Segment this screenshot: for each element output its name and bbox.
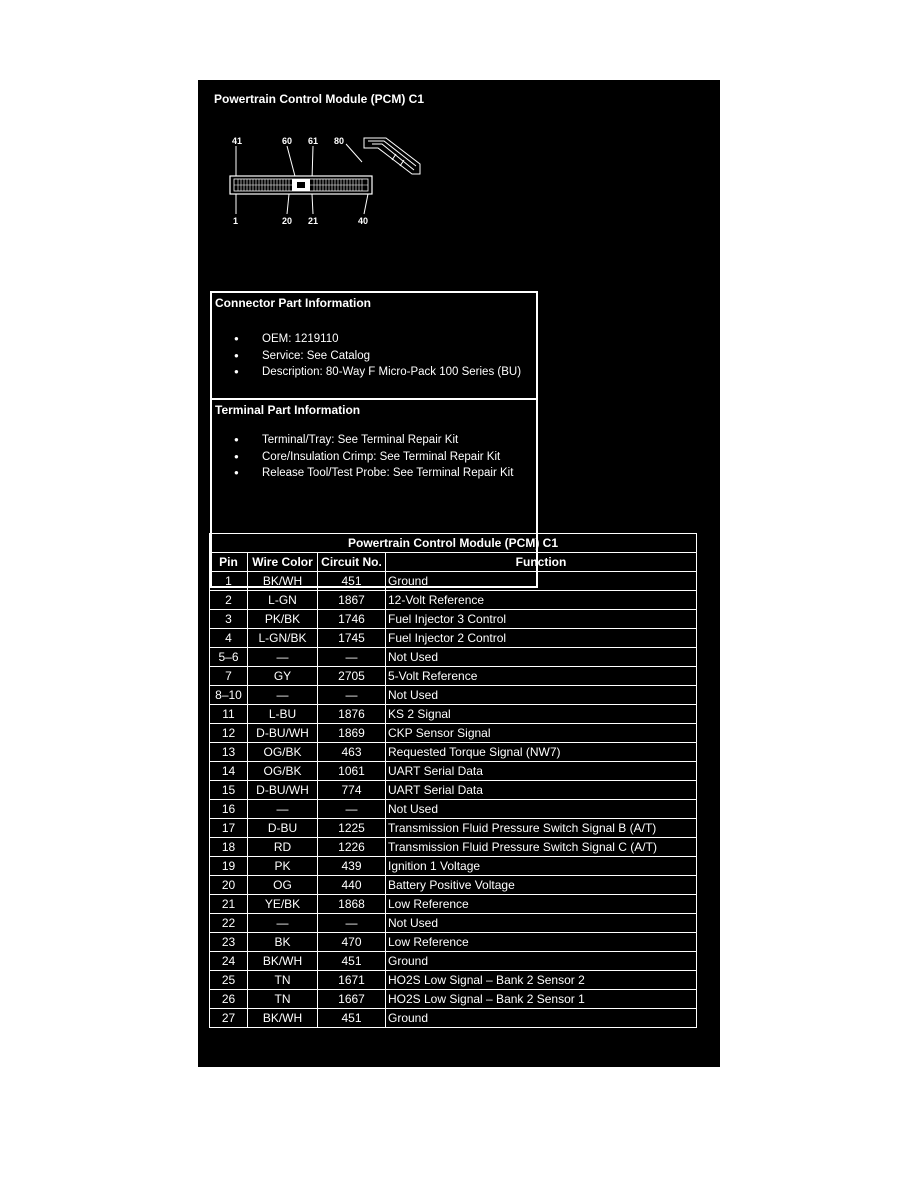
cell-pin: 21 (210, 895, 248, 914)
connector-body-shape (230, 176, 372, 194)
cell-circuit-no: 1226 (318, 838, 386, 857)
cell-wire-color: — (248, 686, 318, 705)
column-header-pin: Pin (210, 553, 248, 572)
table-row (210, 895, 697, 914)
table-row (210, 990, 697, 1009)
cell-wire-color: BK/WH (248, 952, 318, 971)
list-item: ● Release Tool/Test Probe: See Terminal Repair Kit (234, 465, 536, 482)
cell-wire-color: L-BU (248, 705, 318, 724)
table-row (210, 876, 697, 895)
page-title: Powertrain Control Module (PCM) C1 (214, 92, 424, 106)
table-row (210, 1009, 697, 1028)
cell-function: KS 2 Signal (386, 705, 697, 724)
cell-circuit-no: 1745 (318, 629, 386, 648)
cell-function: 5-Volt Reference (386, 667, 697, 686)
cell-wire-color: TN (248, 990, 318, 1009)
cell-function: Requested Torque Signal (NW7) (386, 743, 697, 762)
cell-function: UART Serial Data (386, 762, 697, 781)
cell-wire-color: OG/BK (248, 762, 318, 781)
table-row (210, 819, 697, 838)
cell-wire-color: OG (248, 876, 318, 895)
cell-circuit-no: 1867 (318, 591, 386, 610)
cell-circuit-no: 440 (318, 876, 386, 895)
connector-part-heading: Connector Part Information (215, 296, 372, 310)
cell-wire-color: OG/BK (248, 743, 318, 762)
cell-function: HO2S Low Signal – Bank 2 Sensor 2 (386, 971, 697, 990)
cell-circuit-no: — (318, 914, 386, 933)
table-row (210, 914, 697, 933)
cell-wire-color: L-GN (248, 591, 318, 610)
cell-pin: 24 (210, 952, 248, 971)
pin-table-body (210, 572, 697, 1028)
cell-pin: 13 (210, 743, 248, 762)
cell-pin: 23 (210, 933, 248, 952)
cell-wire-color: PK (248, 857, 318, 876)
list-item: ● Terminal/Tray: See Terminal Repair Kit (234, 432, 536, 449)
pin-label-60: 60 (282, 136, 293, 146)
cell-function: Fuel Injector 2 Control (386, 629, 697, 648)
pin-label-1: 1 (233, 216, 239, 226)
cell-circuit-no: 1225 (318, 819, 386, 838)
cell-circuit-no: — (318, 648, 386, 667)
list-item: ● Core/Insulation Crimp: See Terminal Repair Kit (234, 449, 536, 466)
terminal-tray-shape (364, 138, 420, 174)
cell-pin: 22 (210, 914, 248, 933)
cell-function: Battery Positive Voltage (386, 876, 697, 895)
column-header-circuit-no: Circuit No. (318, 553, 386, 572)
cell-pin: 27 (210, 1009, 248, 1028)
cell-wire-color: GY (248, 667, 318, 686)
cell-wire-color: — (248, 800, 318, 819)
cell-pin: 5–6 (210, 648, 248, 667)
cell-pin: 3 (210, 610, 248, 629)
cell-pin: 18 (210, 838, 248, 857)
table-row (210, 572, 697, 591)
cell-wire-color: BK/WH (248, 1009, 318, 1028)
cell-wire-color: D-BU/WH (248, 781, 318, 800)
connector-diagram (216, 132, 426, 232)
cell-circuit-no: 1876 (318, 705, 386, 724)
table-row (210, 629, 697, 648)
cell-pin: 2 (210, 591, 248, 610)
table-row (210, 648, 697, 667)
table-row (210, 610, 697, 629)
cell-circuit-no: 439 (318, 857, 386, 876)
cell-function: Ground (386, 572, 697, 591)
cell-circuit-no: 1746 (318, 610, 386, 629)
cell-circuit-no: 1671 (318, 971, 386, 990)
cell-circuit-no: 2705 (318, 667, 386, 686)
cell-wire-color: L-GN/BK (248, 629, 318, 648)
cell-function: Not Used (386, 648, 697, 667)
cell-wire-color: D-BU/WH (248, 724, 318, 743)
cell-wire-color: YE/BK (248, 895, 318, 914)
table-row (210, 686, 697, 705)
cell-pin: 16 (210, 800, 248, 819)
cell-wire-color: BK/WH (248, 572, 318, 591)
table-row (210, 971, 697, 990)
connector-part-section (212, 293, 536, 398)
cell-pin: 11 (210, 705, 248, 724)
pin-label-40: 40 (358, 216, 369, 226)
cell-circuit-no: — (318, 686, 386, 705)
pin-label-20: 20 (282, 216, 293, 226)
cell-function: Ground (386, 952, 697, 971)
cell-pin: 4 (210, 629, 248, 648)
pin-label-61: 61 (308, 136, 319, 146)
document-panel (198, 80, 720, 1067)
cell-pin: 1 (210, 572, 248, 591)
terminal-part-list (212, 432, 536, 482)
cell-pin: 14 (210, 762, 248, 781)
pin-label-21: 21 (308, 216, 319, 226)
table-row (210, 591, 697, 610)
cell-function: Transmission Fluid Pressure Switch Signal B (A/T) (386, 819, 697, 838)
table-row (210, 743, 697, 762)
table-row (210, 667, 697, 686)
cell-wire-color: D-BU (248, 819, 318, 838)
table-row (210, 800, 697, 819)
cell-wire-color: TN (248, 971, 318, 990)
cell-function: HO2S Low Signal – Bank 2 Sensor 1 (386, 990, 697, 1009)
cell-circuit-no: 451 (318, 1009, 386, 1028)
cell-wire-color: BK (248, 933, 318, 952)
cell-function: CKP Sensor Signal (386, 724, 697, 743)
cell-pin: 25 (210, 971, 248, 990)
table-row (210, 857, 697, 876)
table-row (210, 724, 697, 743)
cell-function: Not Used (386, 800, 697, 819)
cell-function: Transmission Fluid Pressure Switch Signal C (A/T) (386, 838, 697, 857)
cell-wire-color: PK/BK (248, 610, 318, 629)
cell-wire-color: — (248, 914, 318, 933)
connector-part-list (212, 331, 536, 381)
table-title: Powertrain Control Module (PCM) C1 (210, 534, 697, 553)
cell-circuit-no: 463 (318, 743, 386, 762)
cell-circuit-no: — (318, 800, 386, 819)
cell-function: Low Reference (386, 933, 697, 952)
list-item: ● OEM: 1219110 (234, 331, 536, 348)
cell-wire-color: — (248, 648, 318, 667)
cell-function: Low Reference (386, 895, 697, 914)
terminal-part-section (212, 398, 536, 482)
pin-label-80: 80 (334, 136, 345, 146)
cell-circuit-no: 774 (318, 781, 386, 800)
cell-pin: 19 (210, 857, 248, 876)
cell-circuit-no: 1667 (318, 990, 386, 1009)
table-row (210, 933, 697, 952)
cell-circuit-no: 1061 (318, 762, 386, 781)
cell-circuit-no: 1868 (318, 895, 386, 914)
cell-pin: 17 (210, 819, 248, 838)
list-item: ● Description: 80-Way F Micro-Pack 100 Series (BU) (234, 364, 536, 381)
cell-wire-color: RD (248, 838, 318, 857)
column-header-function: Function (386, 553, 697, 572)
table-row (210, 705, 697, 724)
list-item: ● Service: See Catalog (234, 348, 536, 365)
cell-pin: 7 (210, 667, 248, 686)
cell-function: Fuel Injector 3 Control (386, 610, 697, 629)
cell-circuit-no: 1869 (318, 724, 386, 743)
cell-circuit-no: 451 (318, 952, 386, 971)
cell-function: Not Used (386, 914, 697, 933)
table-row (210, 781, 697, 800)
cell-function: UART Serial Data (386, 781, 697, 800)
cell-pin: 12 (210, 724, 248, 743)
cell-pin: 8–10 (210, 686, 248, 705)
terminal-part-heading: Terminal Part Information (215, 403, 361, 417)
cell-pin: 15 (210, 781, 248, 800)
cell-function: Ignition 1 Voltage (386, 857, 697, 876)
cell-function: Ground (386, 1009, 697, 1028)
table-row (210, 762, 697, 781)
table-row (210, 838, 697, 857)
cell-circuit-no: 470 (318, 933, 386, 952)
pin-out-table (209, 533, 697, 1028)
cell-pin: 26 (210, 990, 248, 1009)
cell-function: Not Used (386, 686, 697, 705)
column-header-wire-color: Wire Color (248, 553, 318, 572)
table-row (210, 952, 697, 971)
cell-function: 12-Volt Reference (386, 591, 697, 610)
cell-pin: 20 (210, 876, 248, 895)
pin-label-41: 41 (232, 136, 243, 146)
cell-circuit-no: 451 (318, 572, 386, 591)
